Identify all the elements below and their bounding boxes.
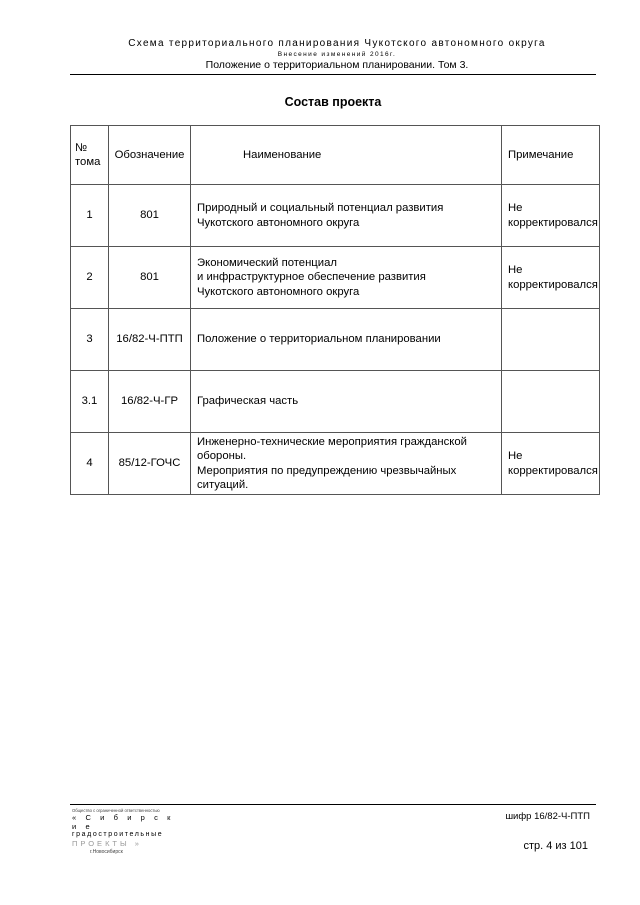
logo-org-type: Общество с ограниченной ответственностью	[72, 808, 160, 813]
note-line: Не	[508, 450, 523, 462]
note-line: корректировался	[508, 278, 598, 291]
header-scheme-title: Схема территориального планирования Чукотского автономного округа	[128, 38, 546, 49]
composition-table	[70, 125, 600, 495]
name-line: обороны.	[197, 450, 247, 462]
cell-name	[191, 247, 502, 309]
cell-name	[191, 433, 502, 495]
column-header-number: № тома	[71, 126, 109, 185]
name-line: Чукотского автономного округа	[197, 285, 360, 298]
column-header-code: Обозначение	[109, 126, 191, 185]
cell-designation: 16/82-Ч-ГР	[109, 371, 191, 433]
logo-line-1: « С и б и р с к и е	[72, 813, 175, 831]
name-line: Мероприятия по предупреждению чрезвычайных	[197, 464, 457, 477]
cell-volume-number: 3.1	[71, 371, 109, 433]
name-line: ситуаций.	[197, 479, 249, 491]
table-row	[71, 247, 600, 309]
cell-note	[502, 371, 600, 433]
cell-designation: 801	[109, 247, 191, 309]
document-cipher: шифр 16/82-Ч-ПТП	[505, 811, 590, 822]
cell-name	[191, 371, 502, 433]
page-header	[70, 38, 596, 72]
table-row	[71, 433, 600, 495]
cell-name	[191, 309, 502, 371]
company-logo	[72, 808, 182, 857]
cell-note	[502, 185, 600, 247]
name-line: Положение о территориальном планировании	[197, 333, 441, 346]
cell-designation: 16/82-Ч-ПТП	[109, 309, 191, 371]
footer-divider	[70, 804, 596, 805]
page-title: Состав проекта	[284, 95, 382, 109]
name-line: Чукотского автономного округа	[197, 216, 360, 229]
note-line: корректировался	[508, 464, 598, 477]
note-line: Не	[508, 202, 523, 214]
cell-designation: 85/12-ГОЧС	[109, 433, 191, 495]
table-row	[71, 309, 600, 371]
cell-name	[191, 185, 502, 247]
page-number: стр. 4 из 101	[523, 840, 588, 852]
note-line: корректировался	[508, 216, 598, 229]
cell-volume-number: 1	[71, 185, 109, 247]
column-header-name: Наименование	[191, 126, 502, 185]
name-line: Графическая часть	[197, 395, 299, 408]
cell-designation: 801	[109, 185, 191, 247]
logo-line-3: ПРОЕКТЫ »	[72, 838, 142, 848]
logo-line-2: градостроительные	[72, 831, 164, 838]
header-revision: Внесение изменений 2016г.	[277, 51, 397, 58]
name-line: Природный и социальный потенциал развития	[197, 202, 444, 214]
name-line: Инженерно-технические мероприятия гражданской	[197, 435, 467, 448]
cell-volume-number: 4	[71, 433, 109, 495]
table-row	[71, 185, 600, 247]
column-header-note: Примечание	[502, 126, 600, 185]
table-header-row	[71, 126, 600, 185]
cell-volume-number: 3	[71, 309, 109, 371]
cell-note	[502, 433, 600, 495]
cell-note	[502, 247, 600, 309]
name-line: и инфраструктурное обеспечение развития	[197, 271, 426, 284]
cell-note	[502, 309, 600, 371]
cell-volume-number: 2	[71, 247, 109, 309]
logo-city: г.Новосибирск	[90, 849, 123, 855]
name-line: Экономический потенциал	[197, 256, 337, 269]
header-volume: Положение о территориальном планировании. Том 3.	[205, 59, 469, 71]
note-line: Не	[508, 264, 523, 276]
header-divider	[70, 74, 596, 75]
table-row	[71, 371, 600, 433]
